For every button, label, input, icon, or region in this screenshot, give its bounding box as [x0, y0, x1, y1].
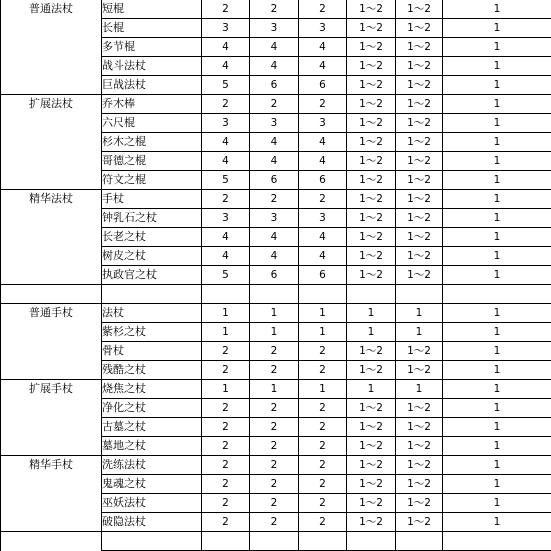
value-cell-c2: 4: [250, 247, 299, 266]
table-row: [1, 19, 551, 38]
value-cell-c5: 1～2: [396, 209, 443, 228]
value-cell-c1: 5: [202, 171, 250, 190]
value-cell-c4: 1～2: [347, 475, 396, 494]
value-cell-c3: 1: [299, 304, 347, 323]
table-row: [1, 133, 551, 152]
table-row: [1, 323, 551, 342]
value-cell-c3: 3: [299, 19, 347, 38]
value-cell-c1: 2: [202, 95, 250, 114]
value-cell-c2: 2: [250, 456, 299, 475]
value-cell-c4: 1～2: [347, 247, 396, 266]
table-row: [1, 114, 551, 133]
value-cell-c5: 1～2: [396, 95, 443, 114]
table-row: [1, 38, 551, 57]
value-cell-c4: 1～2: [347, 266, 396, 285]
category-cell: 精华法杖: [1, 190, 102, 209]
item-name-cell: 紫杉之杖: [102, 323, 202, 342]
value-cell-c2: 4: [250, 57, 299, 76]
value-cell-c5: 1～2: [396, 76, 443, 95]
value-cell-c3: 2: [299, 95, 347, 114]
item-name-cell: 鬼魂之杖: [102, 475, 202, 494]
empty-cell: [396, 532, 443, 551]
value-cell-c5: 1～2: [396, 19, 443, 38]
category-cell: [1, 247, 102, 266]
table-row: [1, 171, 551, 190]
item-name-cell: 多节棍: [102, 38, 202, 57]
empty-cell: [202, 285, 250, 304]
value-cell-c1: 2: [202, 437, 250, 456]
value-cell-c6: 1: [443, 57, 551, 76]
table-row: [1, 228, 551, 247]
empty-cell: [250, 285, 299, 304]
category-cell: [1, 323, 102, 342]
value-cell-c2: 4: [250, 152, 299, 171]
blank-separator-row: [1, 285, 551, 304]
value-cell-c1: 4: [202, 247, 250, 266]
value-cell-c2: 6: [250, 76, 299, 95]
value-cell-c5: 1～2: [396, 247, 443, 266]
item-name-cell: 净化之杖: [102, 399, 202, 418]
value-cell-c1: 2: [202, 475, 250, 494]
value-cell-c6: 1: [443, 114, 551, 133]
value-cell-c4: 1～2: [347, 19, 396, 38]
value-cell-c5: 1～2: [396, 513, 443, 532]
value-cell-c5: 1: [396, 323, 443, 342]
value-cell-c5: 1～2: [396, 228, 443, 247]
value-cell-c2: 1: [250, 323, 299, 342]
value-cell-c1: 2: [202, 513, 250, 532]
item-name-cell: 符文之棍: [102, 171, 202, 190]
table-row: [1, 0, 551, 19]
value-cell-c2: 4: [250, 228, 299, 247]
value-cell-c2: 2: [250, 95, 299, 114]
value-cell-c4: 1～2: [347, 95, 396, 114]
value-cell-c3: 6: [299, 171, 347, 190]
item-name-cell: 长棍: [102, 19, 202, 38]
value-cell-c1: 3: [202, 19, 250, 38]
value-cell-c6: 1: [443, 133, 551, 152]
value-cell-c6: 1: [443, 19, 551, 38]
empty-cell: [443, 532, 551, 551]
value-cell-c2: 1: [250, 304, 299, 323]
item-name-cell: 短棍: [102, 0, 202, 19]
item-name-cell: 钟乳石之杖: [102, 209, 202, 228]
value-cell-c1: 2: [202, 190, 250, 209]
value-cell-c6: 1: [443, 456, 551, 475]
value-cell-c2: 3: [250, 19, 299, 38]
value-cell-c1: 3: [202, 209, 250, 228]
value-cell-c1: 2: [202, 0, 250, 19]
category-cell: [1, 152, 102, 171]
value-cell-c1: 1: [202, 380, 250, 399]
value-cell-c1: 4: [202, 133, 250, 152]
category-cell: [1, 228, 102, 247]
category-cell: [1, 399, 102, 418]
item-name-cell: 巫妖法杖: [102, 494, 202, 513]
value-cell-c4: 1～2: [347, 152, 396, 171]
value-cell-c4: 1～2: [347, 209, 396, 228]
value-cell-c6: 1: [443, 0, 551, 19]
value-cell-c4: 1～2: [347, 76, 396, 95]
value-cell-c3: 4: [299, 133, 347, 152]
item-name-cell: 骨杖: [102, 342, 202, 361]
value-cell-c2: 6: [250, 171, 299, 190]
value-cell-c5: 1～2: [396, 133, 443, 152]
category-cell: 普通手杖: [1, 304, 102, 323]
value-cell-c1: 4: [202, 57, 250, 76]
value-cell-c1: 1: [202, 323, 250, 342]
value-cell-c4: 1: [347, 323, 396, 342]
value-cell-c1: 5: [202, 76, 250, 95]
value-cell-c4: 1～2: [347, 57, 396, 76]
empty-cell: [102, 532, 202, 551]
blank-separator-row: [1, 532, 551, 551]
value-cell-c1: 4: [202, 38, 250, 57]
item-name-cell: 手杖: [102, 190, 202, 209]
table-row: [1, 494, 551, 513]
value-cell-c1: 2: [202, 399, 250, 418]
value-cell-c4: 1～2: [347, 171, 396, 190]
value-cell-c2: 2: [250, 0, 299, 19]
category-cell: [1, 38, 102, 57]
value-cell-c5: 1～2: [396, 475, 443, 494]
value-cell-c4: 1～2: [347, 190, 396, 209]
value-cell-c5: 1～2: [396, 266, 443, 285]
value-cell-c3: 2: [299, 342, 347, 361]
value-cell-c3: 3: [299, 114, 347, 133]
value-cell-c4: 1～2: [347, 513, 396, 532]
value-cell-c2: 2: [250, 418, 299, 437]
value-cell-c2: 2: [250, 513, 299, 532]
category-cell: [1, 437, 102, 456]
value-cell-c6: 1: [443, 38, 551, 57]
category-cell: [1, 171, 102, 190]
value-cell-c3: 2: [299, 437, 347, 456]
item-name-cell: 洗练法杖: [102, 456, 202, 475]
item-name-cell: 树皮之杖: [102, 247, 202, 266]
value-cell-c3: 2: [299, 418, 347, 437]
value-cell-c3: 2: [299, 190, 347, 209]
table-row: [1, 418, 551, 437]
value-cell-c3: 4: [299, 57, 347, 76]
value-cell-c3: 2: [299, 361, 347, 380]
value-cell-c5: 1～2: [396, 456, 443, 475]
value-cell-c5: 1～2: [396, 494, 443, 513]
item-name-cell: 巨战法杖: [102, 76, 202, 95]
value-cell-c6: 1: [443, 95, 551, 114]
value-cell-c4: 1～2: [347, 456, 396, 475]
value-cell-c2: 1: [250, 380, 299, 399]
item-name-cell: 执政官之杖: [102, 266, 202, 285]
table-row: [1, 76, 551, 95]
value-cell-c5: 1～2: [396, 152, 443, 171]
table-row: [1, 209, 551, 228]
category-cell: [1, 494, 102, 513]
table-row: [1, 513, 551, 532]
empty-cell: [443, 285, 551, 304]
category-cell: [1, 513, 102, 532]
value-cell-c2: 2: [250, 342, 299, 361]
value-cell-c6: 1: [443, 247, 551, 266]
table-row: [1, 247, 551, 266]
category-cell: [1, 76, 102, 95]
category-cell: [1, 418, 102, 437]
value-cell-c1: 3: [202, 114, 250, 133]
empty-cell: [299, 532, 347, 551]
value-cell-c6: 1: [443, 437, 551, 456]
item-name-cell: 长老之杖: [102, 228, 202, 247]
value-cell-c3: 6: [299, 266, 347, 285]
value-cell-c3: 2: [299, 0, 347, 19]
value-cell-c5: 1: [396, 304, 443, 323]
value-cell-c2: 2: [250, 190, 299, 209]
value-cell-c5: 1～2: [396, 57, 443, 76]
item-name-cell: 破隐法杖: [102, 513, 202, 532]
value-cell-c2: 4: [250, 38, 299, 57]
category-cell: [1, 57, 102, 76]
table-row: [1, 57, 551, 76]
value-cell-c4: 1～2: [347, 0, 396, 19]
value-cell-c5: 1～2: [396, 342, 443, 361]
value-cell-c5: 1～2: [396, 171, 443, 190]
value-cell-c4: 1～2: [347, 38, 396, 57]
value-cell-c3: 4: [299, 152, 347, 171]
table-row: [1, 304, 551, 323]
value-cell-c3: 4: [299, 228, 347, 247]
category-cell: 扩展法杖: [1, 95, 102, 114]
value-cell-c3: 2: [299, 456, 347, 475]
empty-cell: [1, 532, 102, 551]
empty-cell: [347, 285, 396, 304]
value-cell-c2: 6: [250, 266, 299, 285]
value-cell-c3: 2: [299, 513, 347, 532]
empty-cell: [102, 285, 202, 304]
value-cell-c6: 1: [443, 513, 551, 532]
value-cell-c6: 1: [443, 171, 551, 190]
table-row: [1, 380, 551, 399]
value-cell-c1: 2: [202, 361, 250, 380]
value-cell-c4: 1: [347, 380, 396, 399]
empty-cell: [299, 285, 347, 304]
value-cell-c6: 1: [443, 399, 551, 418]
value-cell-c5: 1: [396, 380, 443, 399]
value-cell-c2: 2: [250, 494, 299, 513]
value-cell-c2: 3: [250, 114, 299, 133]
value-cell-c6: 1: [443, 76, 551, 95]
value-cell-c4: 1～2: [347, 418, 396, 437]
category-cell: [1, 209, 102, 228]
value-cell-c1: 5: [202, 266, 250, 285]
table-row: [1, 475, 551, 494]
value-cell-c3: 1: [299, 380, 347, 399]
value-cell-c4: 1: [347, 304, 396, 323]
value-cell-c2: 4: [250, 133, 299, 152]
value-cell-c4: 1～2: [347, 361, 396, 380]
value-cell-c6: 1: [443, 228, 551, 247]
category-cell: [1, 361, 102, 380]
value-cell-c4: 1～2: [347, 133, 396, 152]
value-cell-c2: 2: [250, 475, 299, 494]
value-cell-c6: 1: [443, 475, 551, 494]
item-name-cell: 墓地之杖: [102, 437, 202, 456]
value-cell-c2: 2: [250, 437, 299, 456]
value-cell-c6: 1: [443, 380, 551, 399]
empty-cell: [396, 285, 443, 304]
value-cell-c1: 4: [202, 228, 250, 247]
value-cell-c4: 1～2: [347, 114, 396, 133]
value-cell-c1: 2: [202, 418, 250, 437]
value-cell-c3: 4: [299, 38, 347, 57]
value-cell-c5: 1～2: [396, 190, 443, 209]
value-cell-c3: 3: [299, 209, 347, 228]
table-row: [1, 456, 551, 475]
empty-cell: [250, 532, 299, 551]
value-cell-c1: 2: [202, 494, 250, 513]
value-cell-c5: 1～2: [396, 114, 443, 133]
value-cell-c6: 1: [443, 190, 551, 209]
value-cell-c2: 2: [250, 361, 299, 380]
value-cell-c5: 1～2: [396, 0, 443, 19]
category-cell: [1, 114, 102, 133]
value-cell-c4: 1～2: [347, 228, 396, 247]
value-cell-c5: 1～2: [396, 418, 443, 437]
value-cell-c1: 1: [202, 304, 250, 323]
table-row: [1, 437, 551, 456]
value-cell-c4: 1～2: [347, 437, 396, 456]
table-row: [1, 399, 551, 418]
value-cell-c6: 1: [443, 494, 551, 513]
value-cell-c6: 1: [443, 418, 551, 437]
item-name-cell: 残酷之杖: [102, 361, 202, 380]
value-cell-c3: 2: [299, 475, 347, 494]
value-cell-c5: 1～2: [396, 399, 443, 418]
value-cell-c5: 1～2: [396, 361, 443, 380]
item-name-cell: 杉木之棍: [102, 133, 202, 152]
empty-cell: [202, 532, 250, 551]
item-name-cell: 乔木棒: [102, 95, 202, 114]
value-cell-c3: 6: [299, 76, 347, 95]
value-cell-c3: 2: [299, 399, 347, 418]
value-cell-c6: 1: [443, 323, 551, 342]
value-cell-c6: 1: [443, 152, 551, 171]
value-cell-c5: 1～2: [396, 38, 443, 57]
table-row: [1, 266, 551, 285]
item-name-cell: 法杖: [102, 304, 202, 323]
category-cell: 精华手杖: [1, 456, 102, 475]
value-cell-c1: 4: [202, 152, 250, 171]
value-cell-c4: 1～2: [347, 342, 396, 361]
value-cell-c4: 1～2: [347, 399, 396, 418]
value-cell-c6: 1: [443, 209, 551, 228]
category-cell: [1, 19, 102, 38]
value-cell-c3: 1: [299, 323, 347, 342]
item-name-cell: 古墓之杖: [102, 418, 202, 437]
category-cell: 普通法杖: [1, 0, 102, 19]
category-cell: 扩展手杖: [1, 380, 102, 399]
value-cell-c1: 2: [202, 342, 250, 361]
value-cell-c2: 3: [250, 209, 299, 228]
category-cell: [1, 266, 102, 285]
value-cell-c3: 4: [299, 247, 347, 266]
value-cell-c5: 1～2: [396, 437, 443, 456]
value-cell-c6: 1: [443, 266, 551, 285]
item-name-cell: 哥德之棍: [102, 152, 202, 171]
category-cell: [1, 133, 102, 152]
value-cell-c4: 1～2: [347, 494, 396, 513]
item-name-cell: 烧焦之杖: [102, 380, 202, 399]
value-cell-c3: 2: [299, 494, 347, 513]
value-cell-c6: 1: [443, 342, 551, 361]
table-row: [1, 95, 551, 114]
value-cell-c1: 2: [202, 456, 250, 475]
table-row: [1, 152, 551, 171]
value-cell-c6: 1: [443, 361, 551, 380]
table-row: [1, 190, 551, 209]
empty-cell: [347, 532, 396, 551]
category-cell: [1, 475, 102, 494]
value-cell-c2: 2: [250, 399, 299, 418]
table-row: [1, 342, 551, 361]
value-cell-c6: 1: [443, 304, 551, 323]
table-row: [1, 361, 551, 380]
item-name-cell: 战斗法杖: [102, 57, 202, 76]
empty-cell: [1, 285, 102, 304]
category-cell: [1, 342, 102, 361]
item-name-cell: 六尺棍: [102, 114, 202, 133]
